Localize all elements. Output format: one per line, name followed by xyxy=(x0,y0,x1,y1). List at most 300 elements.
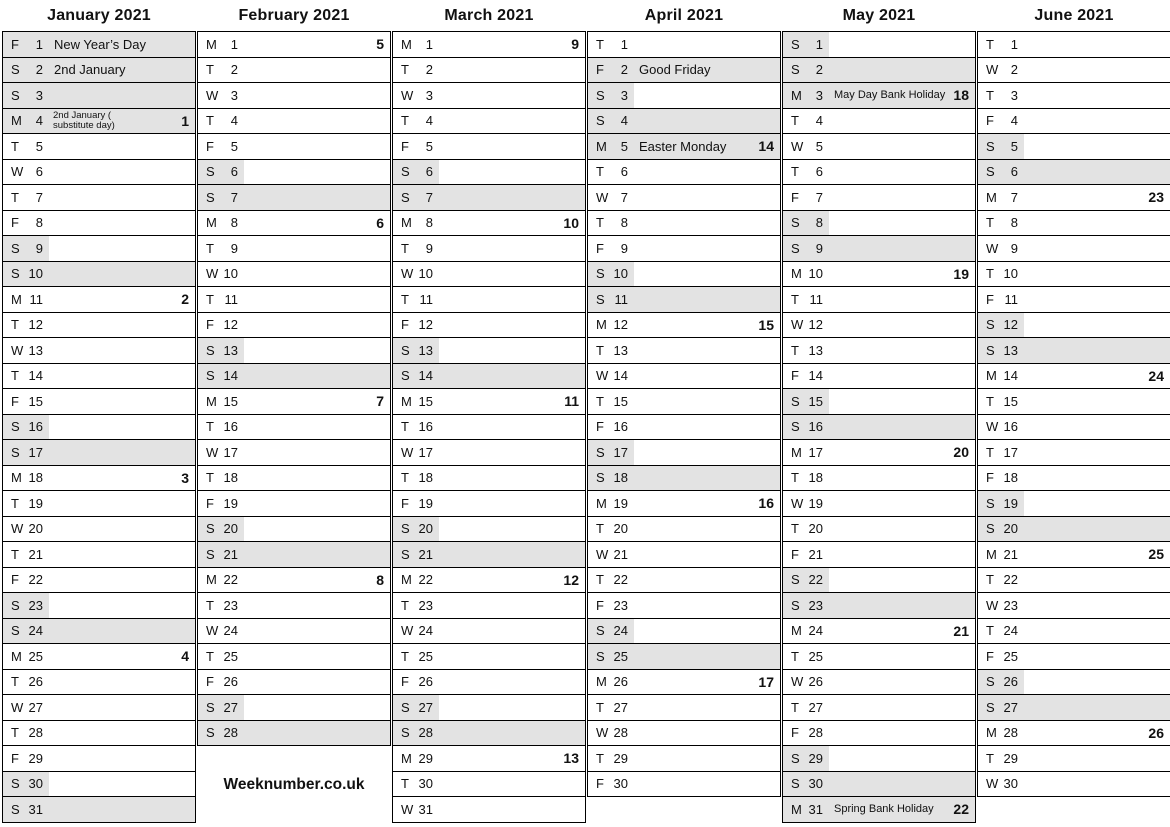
day-number: 6 xyxy=(35,164,43,180)
weekday-letter: T xyxy=(401,419,409,435)
day-row xyxy=(3,491,195,517)
day-label xyxy=(198,211,244,236)
day-number: 18 xyxy=(808,470,823,486)
weekday-letter: T xyxy=(986,87,994,103)
day-row xyxy=(783,542,975,568)
weekday-letter: T xyxy=(596,393,604,409)
weekday-letter: F xyxy=(401,138,409,154)
month-column xyxy=(782,0,976,827)
weekday-letter: M xyxy=(11,113,22,129)
weekday-letter: S xyxy=(986,495,995,511)
day-number: 2 xyxy=(230,62,238,78)
day-label xyxy=(783,695,829,720)
weekday-letter: T xyxy=(986,36,994,52)
day-number: 7 xyxy=(35,189,43,205)
day-row xyxy=(783,721,975,747)
day-number: 1 xyxy=(425,36,433,52)
day-label xyxy=(198,58,244,83)
day-row xyxy=(783,58,975,84)
day-label xyxy=(3,109,49,134)
day-label xyxy=(393,287,439,312)
weekday-letter: F xyxy=(596,597,604,613)
weekday-letter: T xyxy=(791,470,799,486)
day-row xyxy=(978,134,1170,160)
day-row xyxy=(783,211,975,237)
day-number: 10 xyxy=(28,266,43,282)
day-label xyxy=(783,721,829,746)
day-row xyxy=(393,466,585,492)
day-number: 28 xyxy=(28,725,43,741)
weekday-letter: T xyxy=(11,368,19,384)
month-table xyxy=(197,31,391,746)
day-label xyxy=(978,32,1024,57)
weekday-letter: M xyxy=(791,266,802,282)
day-row xyxy=(393,83,585,109)
day-number: 22 xyxy=(613,572,628,588)
day-row xyxy=(588,58,780,84)
day-number: 12 xyxy=(418,317,433,333)
weekday-letter: T xyxy=(206,240,214,256)
day-row xyxy=(393,338,585,364)
week-number: 1 xyxy=(181,112,189,129)
weekday-letter: T xyxy=(206,419,214,435)
day-label xyxy=(198,313,244,338)
day-label xyxy=(3,32,49,57)
day-row xyxy=(588,364,780,390)
day-row xyxy=(198,415,390,441)
day-number: 10 xyxy=(223,266,238,282)
month-column xyxy=(392,0,586,827)
day-row xyxy=(783,644,975,670)
weekday-letter: M xyxy=(791,801,802,817)
day-number: 23 xyxy=(808,597,823,613)
month-table xyxy=(2,31,196,823)
day-label xyxy=(978,415,1024,440)
day-label xyxy=(198,32,244,57)
day-number: 22 xyxy=(418,572,433,588)
weekday-letter: S xyxy=(791,572,800,588)
weekday-letter: S xyxy=(986,317,995,333)
weekday-letter: M xyxy=(596,495,607,511)
holiday-label: New Year’s Day xyxy=(54,36,147,52)
day-label xyxy=(198,721,244,746)
day-number: 23 xyxy=(613,597,628,613)
weekday-letter: M xyxy=(206,393,217,409)
day-number: 5 xyxy=(35,138,43,154)
day-number: 17 xyxy=(418,444,433,460)
day-number: 6 xyxy=(1010,164,1018,180)
day-number: 15 xyxy=(418,393,433,409)
weekday-letter: S xyxy=(206,521,215,537)
day-row xyxy=(783,185,975,211)
day-row xyxy=(588,389,780,415)
day-number: 26 xyxy=(28,674,43,690)
day-row xyxy=(3,542,195,568)
weekday-letter: S xyxy=(206,725,215,741)
site-name: Weeknumber.co.uk xyxy=(223,775,365,793)
day-number: 18 xyxy=(613,470,628,486)
day-label xyxy=(588,440,634,465)
day-label xyxy=(588,568,634,593)
weekday-letter: M xyxy=(11,470,22,486)
day-label xyxy=(978,313,1024,338)
day-label xyxy=(783,262,829,287)
day-number: 26 xyxy=(223,674,238,690)
day-row xyxy=(783,517,975,543)
weekday-letter: T xyxy=(11,725,19,741)
day-label xyxy=(783,593,829,618)
day-number: 20 xyxy=(1003,521,1018,537)
day-row xyxy=(3,185,195,211)
day-label xyxy=(783,644,829,669)
day-label xyxy=(783,364,829,389)
day-number: 9 xyxy=(425,240,433,256)
day-label xyxy=(588,83,634,108)
day-label xyxy=(588,364,634,389)
day-row xyxy=(393,593,585,619)
day-number: 20 xyxy=(613,521,628,537)
weekday-letter: T xyxy=(11,546,19,562)
weekday-letter: W xyxy=(401,623,414,639)
weekday-letter: W xyxy=(791,317,804,333)
day-number: 19 xyxy=(223,495,238,511)
weekday-letter: T xyxy=(206,113,214,129)
day-label xyxy=(783,772,829,797)
week-number: 23 xyxy=(1148,189,1164,206)
weekday-letter: T xyxy=(596,164,604,180)
weekday-letter: M xyxy=(986,368,997,384)
day-label xyxy=(198,338,244,363)
day-number: 27 xyxy=(613,699,628,715)
day-label xyxy=(588,721,634,746)
weekday-letter: F xyxy=(986,113,994,129)
day-row xyxy=(393,134,585,160)
day-row xyxy=(198,236,390,262)
weekday-letter: W xyxy=(596,546,609,562)
day-row xyxy=(198,619,390,645)
weekday-letter: W xyxy=(986,419,999,435)
day-label xyxy=(393,262,439,287)
weekday-letter: M xyxy=(596,317,607,333)
day-number: 23 xyxy=(28,597,43,613)
day-number: 24 xyxy=(1003,623,1018,639)
day-row xyxy=(978,83,1170,109)
day-label xyxy=(393,109,439,134)
weekday-letter: W xyxy=(986,597,999,613)
day-label xyxy=(198,440,244,465)
day-number: 4 xyxy=(815,113,823,129)
day-number: 4 xyxy=(35,113,43,129)
day-label xyxy=(783,389,829,414)
day-number: 8 xyxy=(35,215,43,231)
week-number: 8 xyxy=(376,571,384,588)
day-label xyxy=(3,517,49,542)
day-label xyxy=(588,313,634,338)
weekday-letter: M xyxy=(206,36,217,52)
day-row xyxy=(3,389,195,415)
day-label xyxy=(198,262,244,287)
weekday-letter: S xyxy=(401,368,410,384)
day-row xyxy=(978,32,1170,58)
day-number: 14 xyxy=(613,368,628,384)
weekday-letter: M xyxy=(401,572,412,588)
weekday-letter: S xyxy=(11,87,20,103)
day-row xyxy=(3,236,195,262)
day-label xyxy=(393,619,439,644)
weekday-letter: M xyxy=(791,87,802,103)
month-title: February 2021 xyxy=(238,6,350,24)
day-row xyxy=(3,746,195,772)
day-label xyxy=(978,619,1024,644)
day-number: 13 xyxy=(223,342,238,358)
day-label xyxy=(3,58,49,83)
week-number: 13 xyxy=(563,750,579,767)
weekday-letter: S xyxy=(206,368,215,384)
weekday-letter: W xyxy=(206,444,219,460)
day-number: 9 xyxy=(815,240,823,256)
day-label xyxy=(783,58,829,83)
day-label xyxy=(783,109,829,134)
day-number: 1 xyxy=(35,36,43,52)
day-number: 1 xyxy=(620,36,628,52)
day-number: 6 xyxy=(815,164,823,180)
day-row xyxy=(393,670,585,696)
day-row xyxy=(783,670,975,696)
weekday-letter: S xyxy=(986,342,995,358)
weekday-letter: W xyxy=(11,699,24,715)
weekday-letter: S xyxy=(596,623,605,639)
day-label xyxy=(588,517,634,542)
day-label xyxy=(198,644,244,669)
day-row xyxy=(3,466,195,492)
day-number: 18 xyxy=(418,470,433,486)
day-label xyxy=(978,58,1024,83)
day-row xyxy=(783,695,975,721)
day-row xyxy=(3,695,195,721)
weekday-letter: S xyxy=(596,113,605,129)
day-row xyxy=(588,644,780,670)
day-label xyxy=(588,415,634,440)
day-label xyxy=(393,466,439,491)
weekday-letter: T xyxy=(596,699,604,715)
day-number: 13 xyxy=(613,342,628,358)
day-number: 24 xyxy=(613,623,628,639)
day-number: 23 xyxy=(418,597,433,613)
weekday-letter: M xyxy=(401,215,412,231)
day-label xyxy=(198,160,244,185)
weekday-letter: S xyxy=(206,546,215,562)
weekday-letter: M xyxy=(596,674,607,690)
day-row xyxy=(393,287,585,313)
day-number: 20 xyxy=(223,521,238,537)
day-row xyxy=(393,797,585,823)
holiday-label: 2nd January xyxy=(54,62,126,78)
day-label xyxy=(783,517,829,542)
weekday-letter: W xyxy=(791,138,804,154)
weekday-letter: S xyxy=(401,164,410,180)
day-row xyxy=(3,644,195,670)
day-label xyxy=(978,236,1024,261)
day-row xyxy=(978,440,1170,466)
day-label xyxy=(393,797,439,822)
weekday-letter: F xyxy=(11,393,19,409)
day-number: 29 xyxy=(28,750,43,766)
day-row xyxy=(3,134,195,160)
day-number: 10 xyxy=(418,266,433,282)
weekday-letter: S xyxy=(206,189,215,205)
weekday-letter: T xyxy=(791,648,799,664)
day-label xyxy=(588,389,634,414)
weekday-letter: W xyxy=(596,725,609,741)
week-number: 4 xyxy=(181,648,189,665)
day-number: 9 xyxy=(1010,240,1018,256)
week-number: 5 xyxy=(376,36,384,53)
weekday-letter: S xyxy=(11,266,20,282)
day-label xyxy=(3,415,49,440)
day-label xyxy=(783,32,829,57)
weekday-letter: W xyxy=(401,266,414,282)
day-number: 25 xyxy=(613,648,628,664)
day-number: 28 xyxy=(808,725,823,741)
day-row xyxy=(978,236,1170,262)
weekday-letter: T xyxy=(596,521,604,537)
day-row xyxy=(393,644,585,670)
month-column xyxy=(977,0,1170,827)
day-row xyxy=(198,670,390,696)
day-number: 19 xyxy=(808,495,823,511)
day-row xyxy=(588,134,780,160)
day-row xyxy=(3,415,195,441)
day-label xyxy=(783,83,829,108)
day-number: 21 xyxy=(418,546,433,562)
day-row xyxy=(783,338,975,364)
day-number: 16 xyxy=(223,419,238,435)
day-number: 25 xyxy=(808,648,823,664)
weekday-letter: T xyxy=(596,215,604,231)
weekday-letter: F xyxy=(11,750,19,766)
day-row xyxy=(198,542,390,568)
day-number: 20 xyxy=(418,521,433,537)
day-row xyxy=(393,491,585,517)
day-row xyxy=(783,236,975,262)
day-number: 14 xyxy=(418,368,433,384)
day-row xyxy=(588,542,780,568)
day-row xyxy=(588,670,780,696)
day-label xyxy=(3,389,49,414)
day-label xyxy=(588,185,634,210)
day-row xyxy=(978,58,1170,84)
day-number: 11 xyxy=(1004,291,1018,307)
day-label xyxy=(393,236,439,261)
day-number: 23 xyxy=(223,597,238,613)
day-row xyxy=(978,568,1170,594)
day-label xyxy=(3,211,49,236)
month-table xyxy=(977,31,1170,797)
day-label xyxy=(783,568,829,593)
day-label xyxy=(978,721,1024,746)
week-number: 11 xyxy=(564,393,579,410)
day-number: 8 xyxy=(425,215,433,231)
weekday-letter: M xyxy=(401,393,412,409)
weekday-letter: S xyxy=(791,750,800,766)
weekday-letter: F xyxy=(206,317,214,333)
day-label xyxy=(393,364,439,389)
weekday-letter: S xyxy=(11,444,20,460)
week-number: 16 xyxy=(758,495,774,512)
day-number: 6 xyxy=(425,164,433,180)
day-label xyxy=(588,593,634,618)
day-label xyxy=(3,287,49,312)
day-number: 21 xyxy=(223,546,238,562)
day-row xyxy=(783,619,975,645)
day-number: 9 xyxy=(35,240,43,256)
day-row xyxy=(198,160,390,186)
day-number: 3 xyxy=(230,87,238,103)
day-row xyxy=(393,517,585,543)
day-number: 4 xyxy=(230,113,238,129)
weekday-letter: T xyxy=(401,113,409,129)
day-row xyxy=(978,389,1170,415)
day-row xyxy=(978,415,1170,441)
day-label xyxy=(588,58,634,83)
day-row xyxy=(588,211,780,237)
weekday-letter: S xyxy=(206,699,215,715)
day-number: 17 xyxy=(808,444,823,460)
day-number: 11 xyxy=(29,291,43,307)
day-row xyxy=(198,32,390,58)
day-label xyxy=(978,262,1024,287)
day-row xyxy=(588,491,780,517)
day-row xyxy=(3,83,195,109)
day-row xyxy=(198,568,390,594)
day-row xyxy=(3,109,195,135)
day-label xyxy=(588,644,634,669)
day-label xyxy=(393,593,439,618)
day-row xyxy=(198,58,390,84)
weekday-letter: T xyxy=(206,470,214,486)
weekday-letter: T xyxy=(401,62,409,78)
day-number: 27 xyxy=(418,699,433,715)
day-number: 29 xyxy=(418,750,433,766)
weekday-letter: S xyxy=(791,36,800,52)
weekday-letter: W xyxy=(401,801,414,817)
day-row xyxy=(588,236,780,262)
day-number: 23 xyxy=(1003,597,1018,613)
day-label xyxy=(393,338,439,363)
day-label xyxy=(3,746,49,771)
month-title: January 2021 xyxy=(47,6,151,24)
weekday-letter: S xyxy=(596,266,605,282)
weekday-letter: T xyxy=(11,674,19,690)
day-number: 28 xyxy=(1003,725,1018,741)
day-number: 26 xyxy=(1003,674,1018,690)
day-row xyxy=(978,619,1170,645)
weekday-letter: S xyxy=(596,291,605,307)
weekday-letter: S xyxy=(791,215,800,231)
weekday-letter: W xyxy=(596,368,609,384)
day-label xyxy=(3,491,49,516)
day-label xyxy=(393,415,439,440)
day-label xyxy=(3,185,49,210)
weekday-letter: S xyxy=(11,597,20,613)
weekday-letter: T xyxy=(206,648,214,664)
day-number: 11 xyxy=(224,291,238,307)
day-row xyxy=(198,287,390,313)
day-label xyxy=(3,593,49,618)
day-label xyxy=(3,440,49,465)
day-number: 19 xyxy=(418,495,433,511)
day-row xyxy=(393,619,585,645)
